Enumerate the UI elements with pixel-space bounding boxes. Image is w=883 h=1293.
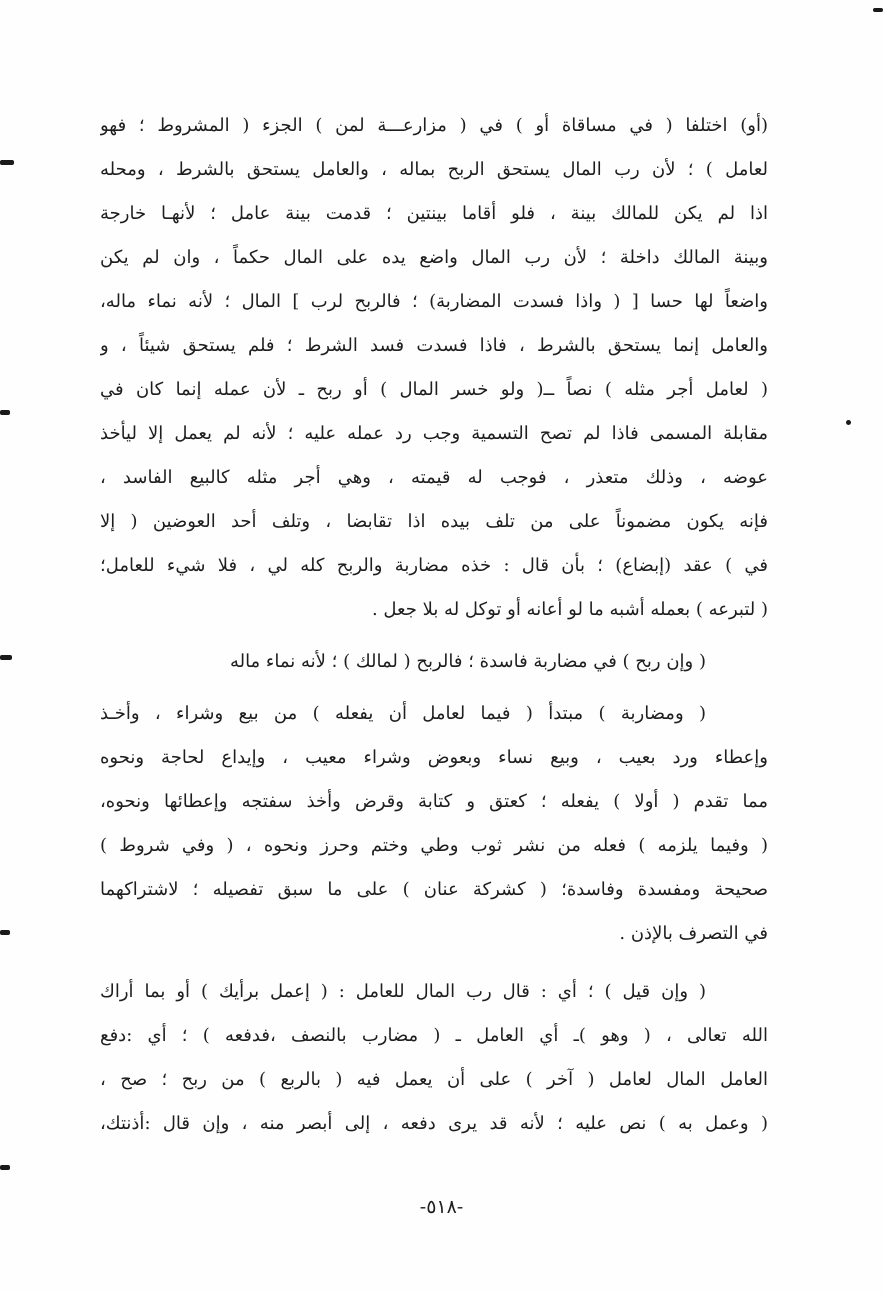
margin-mark	[873, 8, 883, 12]
text-line: وإعطاء ورد بعيب ، وبيع نساء وبعوض وشراء معيب ، وإيداع لحاجة ونحوه	[100, 747, 768, 768]
text-line: صحيحة ومفسدة وفاسدة؛ ( كشركة عنان ) على ما سبق تفصيله ؛ لاشتراكهما	[100, 879, 768, 900]
text-line: وبينة المالك داخلة ؛ لأن رب المال واضع يده على المال حكماً ، وان لم يكن	[100, 247, 768, 268]
margin-mark	[0, 410, 10, 415]
text-line: ( وإن قيل ) ؛ أي : قال رب المال للعامل : ( إعمل برأيك ) أو بما أراك	[100, 981, 706, 1002]
text-line: ( ومضاربة ) مبتدأ ( فيما لعامل أن يفعله ) من بيع وشراء ، وأخـذ	[100, 703, 706, 724]
margin-mark	[0, 160, 14, 165]
page-number: -٥١٨-	[419, 1196, 464, 1218]
ink-speck	[846, 420, 851, 425]
text-line: ( وإن ربح ) في مضاربة فاسدة ؛ فالربح ( لمالك ) ؛ لأنه نماء ماله	[229, 651, 706, 672]
text-line: لعامل ) ؛ لأن رب المال يستحق الربح بماله ، والعامل يستحق بالشرط ، ومحله	[100, 159, 768, 180]
text-line: ( وفيما يلزمه ) فعله من نشر ثوب وطي وختم وحرز ونحوه ، ( وفي شروط )	[100, 835, 768, 856]
text-line: فإنه يكون مضموناً على من تلف بيده اذا تقابضا ، وتلف أحد العوضين ( إلا	[100, 511, 768, 532]
text-line: اذا لم يكن للمالك بينة ، فلو أقاما بينتين ؛ قدمت بينة عامل ؛ لأنهـا خارجة	[100, 203, 768, 224]
margin-mark	[0, 655, 12, 660]
text-line: والعامل إنما يستحق بالشرط ، فاذا فسدت فسد الشرط ؛ فلم يستحق شيئاً ، و	[100, 335, 768, 356]
text-line: مقابلة المسمى فاذا لم تصح التسمية وجب رد عمله عليه ؛ لأنه لم يعمل إلا ليأخذ	[100, 423, 768, 444]
text-line: مما تقدم ( أولا ) يفعله ؛ كعتق و كتابة وقرض وأخذ سفتجه وإعطائها ونحوه،	[100, 791, 768, 812]
margin-mark	[0, 1165, 10, 1170]
text-line: (أو) اختلفا ( في مساقاة أو ) في ( مزارعـــة لمن ) الجزء ( المشروط ؛ فهو	[100, 115, 768, 136]
text-line: في ) عقد (إبضاع) ؛ بأن قال : خذه مضاربة والربح كله لي ، فلا شيء للعامل؛	[100, 555, 768, 576]
text-line: ( وعمل به ) نص عليه ؛ لأنه قد يرى دفعه ، إلى أبصر منه ، وإن قال :أذنتك،	[100, 1113, 768, 1134]
text-line: ( لتبرعه ) بعمله أشبه ما لو أعانه أو توكل له بلا جعل .	[371, 599, 768, 620]
text-line: واضعاً لها حسا [ ( واذا فسدت المضاربة) ؛ فالربح لرب ] المال ؛ لأنه نماء ماله،	[100, 291, 768, 312]
text-line: في التصرف بالإذن .	[619, 923, 768, 944]
text-line: عوضه ، وذلك متعذر ، فوجب له قيمته ، وهي أجر مثله كالبيع الفاسد ،	[100, 467, 768, 488]
margin-mark	[0, 930, 10, 935]
text-line: الله تعالى ، ( وهو )ـ أي العامل ـ ( مضارب بالنصف ،فدفعه ) ؛ أي :دفع	[100, 1025, 768, 1046]
text-line: العامل المال لعامل ( آخر ) على أن يعمل فيه ( بالربع ) من ربح ؛ صح ،	[100, 1069, 768, 1090]
text-line: ( لعامل أجر مثله ) نصاً ــ( ولو خسر المال ) أو ربح ـ لأن عمله إنما كان في	[100, 379, 768, 400]
